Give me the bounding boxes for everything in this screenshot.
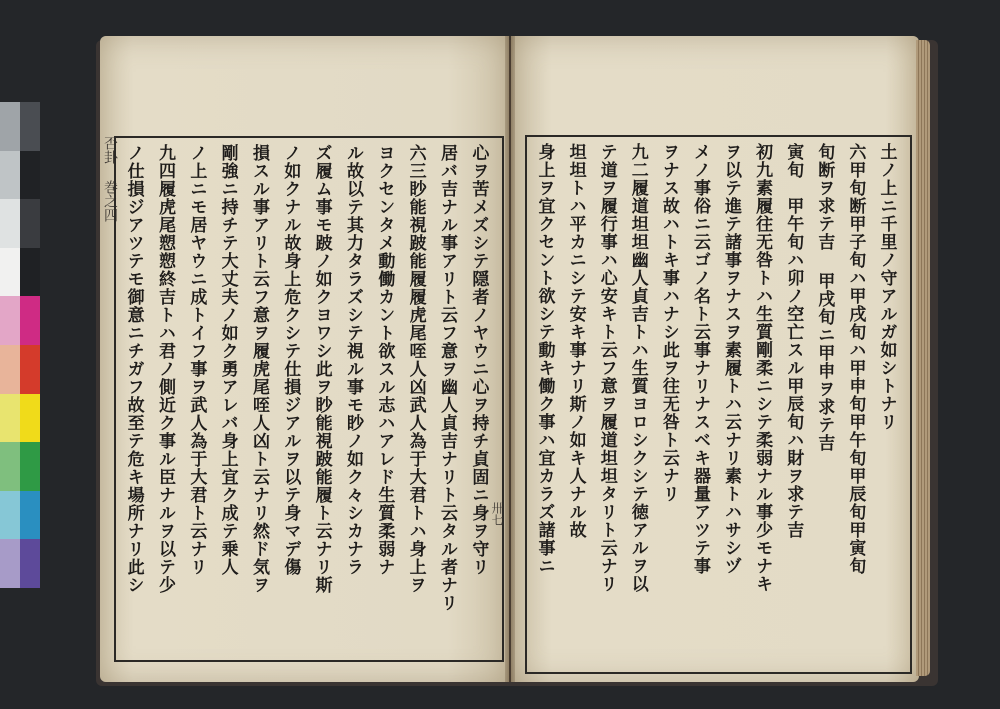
color-calibration-strip (0, 102, 40, 588)
calibration-swatch (0, 296, 20, 345)
calibration-right-column (20, 102, 40, 588)
open-book (100, 36, 930, 682)
calibration-left-column (0, 102, 20, 588)
calibration-swatch (20, 394, 40, 443)
right-page (511, 36, 919, 682)
text-column: ヲ以テ進テ諸事ヲナスヲ素履トハ云ナリ素トハサシヅ (721, 143, 742, 575)
calibration-swatch (20, 345, 40, 394)
calibration-swatch (20, 151, 40, 200)
calibration-swatch (0, 491, 20, 540)
text-column: 身上ヲ宜クセント欲シテ動キ働ク事ハ宜カラズ諸事ニ (534, 143, 555, 575)
text-column: ズ履ム事モ跛ノ如クヨワシ此ヲ眇能視跛能履ト云ナリ斯 (311, 144, 332, 594)
left-page-side-label: 否卦 巻之四 (102, 136, 118, 222)
calibration-swatch (20, 442, 40, 491)
text-column: 初九素履往无咎トハ生質剛柔ニシテ柔弱ナル事少モナキ (752, 143, 773, 593)
calibration-swatch (20, 296, 40, 345)
book-gutter (505, 36, 515, 682)
calibration-swatch (0, 102, 20, 151)
calibration-swatch (0, 394, 20, 443)
left-page (100, 36, 509, 682)
calibration-swatch (0, 442, 20, 491)
calibration-swatch (0, 151, 20, 200)
calibration-swatch (0, 199, 20, 248)
calibration-swatch (0, 345, 20, 394)
text-column: メノ事俗ニ云ゴノ名ト云事ナリナスベキ器量アツテ事 (689, 143, 710, 575)
text-column: ル故以テ其力タラズシテ視ル事モ眇ノ如ク々シカナラ (343, 144, 363, 576)
text-column: 剛強ニ持チテ大丈夫ノ如ク勇アレバ身上宜ク成テ乗人 (217, 144, 238, 576)
text-column: ノ如クナル故身上危クシテ仕損ジアルヲ以テ身マデ傷 (280, 144, 301, 576)
text-column: 九二履道坦坦幽人貞吉トハ生質ヨロシクシテ徳アルヲ以 (627, 143, 648, 593)
calibration-swatch (20, 248, 40, 297)
text-column: 土ノ上ニ千里ノ守アルガ如シトナリ (876, 143, 897, 431)
text-column: 寅旬 甲午旬ハ卯ノ空亡スル甲辰旬ハ財ヲ求テ吉 (783, 143, 804, 539)
text-column: ノ仕損ジアツテモ御意ニチガフ故至テ危キ場所ナリ此シ (123, 144, 144, 594)
text-column: 六甲旬断甲子旬ハ甲戌旬ハ甲申旬甲午旬甲辰旬甲寅旬 (845, 143, 866, 575)
calibration-swatch (20, 199, 40, 248)
text-column: 九四履虎尾愬愬終吉トハ君ノ側近ク事ル臣ナルヲ以テ少 (155, 144, 175, 594)
text-column: 坦坦トハ平カニシテ安キ事ナリ斯ノ如キ人ナル故 (565, 143, 586, 539)
text-column: 六三眇能視跛能履履虎尾咥人凶武人為于大君トハ身上ヲ (405, 144, 426, 594)
text-column: ヨクセンタメ動働カント欲スル志ハアレド生質柔弱ナ (374, 144, 395, 576)
text-column: 旬断ヲ求テ吉 甲戌旬ニ甲申ヲ求テ吉 (814, 143, 835, 452)
calibration-swatch (20, 539, 40, 588)
left-page-folio: 卅七 (490, 502, 504, 526)
book-fore-edge (916, 40, 930, 676)
text-column: 心ヲ苦メズシテ隠者ノヤウニ心ヲ持チ貞固ニ身ヲ守リ (468, 144, 489, 576)
left-page-text-frame (114, 136, 504, 662)
text-column: 損スル事アリト云フ意ヲ履虎尾咥人凶ト云ナリ然ド気ヲ (249, 144, 269, 594)
text-column: ノ上ニモ居ヤウニ成トイフ事ヲ武人為于大君ト云ナリ (186, 144, 207, 576)
text-column: ヲナス故ハトキ事ハナシ此ヲ往无咎ト云ナリ (658, 143, 679, 503)
right-page-text-frame (525, 135, 912, 674)
calibration-swatch (0, 248, 20, 297)
text-column: テ道ヲ履行事ハ心安キト云フ意ヲ履道坦坦タリト云ナリ (596, 143, 617, 593)
calibration-swatch (0, 539, 20, 588)
calibration-swatch (20, 491, 40, 540)
calibration-swatch (20, 102, 40, 151)
text-column: 居バ吉ナル事アリト云フ意ヲ幽人貞吉ナリト云タル者ナリ (437, 144, 457, 612)
